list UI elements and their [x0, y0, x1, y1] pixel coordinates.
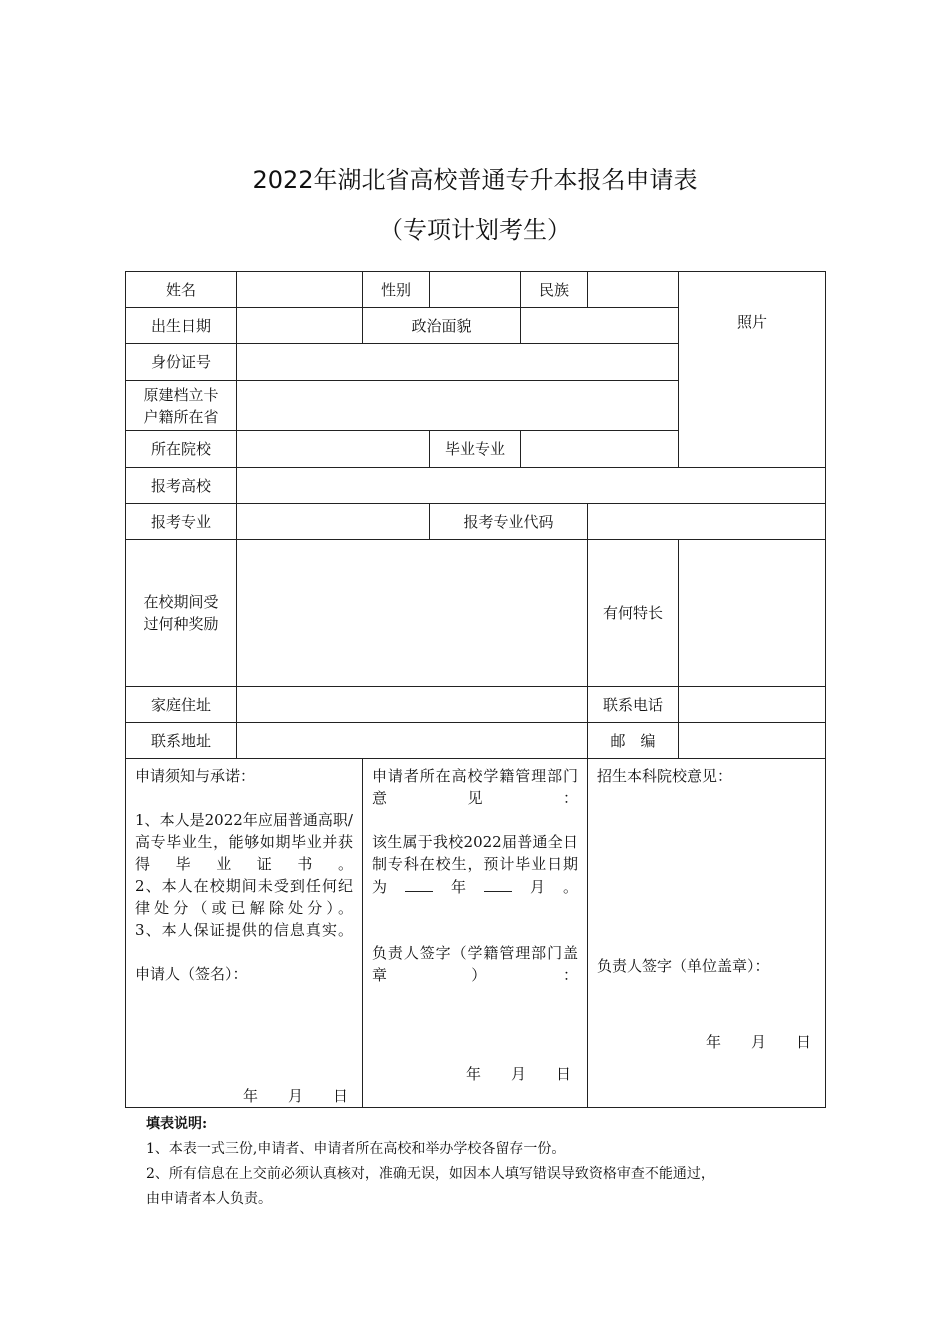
- pledge-item-3: 3、本人保证提供的信息真实。: [135, 921, 353, 939]
- school-opinion-heading: 申请者所在高校学籍管理部门意见：: [372, 767, 578, 807]
- school-opinion-signature: 负责人签字（学籍管理部门盖章）：: [372, 944, 578, 984]
- notes-item-2: 2、所有信息在上交前必须认真核对，准确无误，如因本人填写错误导致资格审查不能通过，: [146, 1166, 715, 1182]
- phone-field[interactable]: [679, 687, 826, 723]
- form-title: 2022年湖北省高校普通专升本报名申请表: [252, 166, 698, 194]
- application-form-table: [125, 271, 826, 1108]
- political-status-field[interactable]: [521, 308, 679, 344]
- graduate-major-label: 毕业专业: [430, 431, 521, 468]
- awards-label: 在校期间受 过何种奖励: [126, 540, 237, 687]
- pledge-date: 年 月 日: [242, 1087, 348, 1105]
- pledge-item-2: 2、本人在校期间未受到任何纪律处分（或已解除处分）。: [135, 877, 353, 917]
- notes-item-1: 1、本表一式三份,申请者、申请者所在高校和举办学校各留存一份。: [146, 1141, 566, 1157]
- school-opinion-cell[interactable]: [363, 759, 588, 1108]
- apply-school-field[interactable]: [237, 468, 826, 504]
- apply-major-field[interactable]: [237, 504, 430, 540]
- gender-field[interactable]: [430, 272, 521, 308]
- pledge-heading: 申请须知与承诺：: [135, 767, 256, 785]
- gender-label: 性别: [363, 272, 430, 308]
- school-opinion-body: 该生属于我校2022届普通全日制专科在校生，预计毕业日期为 年 月。: [372, 833, 578, 896]
- postcode-label: 邮 编: [588, 723, 679, 759]
- apply-major-code-label: 报考专业代码: [430, 504, 588, 540]
- target-opinion-signature: 负责人签字（单位盖章）：: [597, 957, 770, 975]
- household-province-field[interactable]: [237, 381, 679, 431]
- name-label: 姓名: [126, 272, 237, 308]
- form-subtitle: （专项计划考生）: [379, 216, 571, 244]
- political-status-label: 政治面貌: [363, 308, 521, 344]
- id-number-label: 身份证号: [126, 344, 237, 381]
- month-blank[interactable]: [484, 875, 512, 892]
- contact-address-label: 联系地址: [126, 723, 237, 759]
- ethnicity-label: 民族: [521, 272, 588, 308]
- phone-label: 联系电话: [588, 687, 679, 723]
- school-label: 所在院校: [126, 431, 237, 468]
- target-opinion-cell[interactable]: [588, 759, 826, 1108]
- awards-field[interactable]: [237, 540, 588, 687]
- notes-heading: 填表说明:: [146, 1116, 208, 1132]
- notes-item-2-cont: 由申请者本人负责。: [146, 1191, 272, 1207]
- photo-box[interactable]: [679, 272, 826, 468]
- target-opinion-heading: 招生本科院校意见：: [597, 767, 733, 785]
- pledge-item-1: 1、本人是2022年应届普通高职/高专毕业生，能够如期毕业并获得毕业证书。: [135, 811, 353, 873]
- target-opinion-date: 年 月 日: [705, 1033, 811, 1051]
- household-province-label: 原建档立卡 户籍所在省: [126, 381, 237, 431]
- id-number-field[interactable]: [237, 344, 679, 381]
- graduate-major-field[interactable]: [521, 431, 679, 468]
- specialty-field[interactable]: [679, 540, 826, 687]
- apply-school-label: 报考高校: [126, 468, 237, 504]
- form-notes: [146, 1112, 826, 1212]
- birth-date-label: 出生日期: [126, 308, 237, 344]
- home-address-label: 家庭住址: [126, 687, 237, 723]
- school-opinion-date: 年 月 日: [465, 1065, 571, 1083]
- apply-major-label: 报考专业: [126, 504, 237, 540]
- contact-address-field[interactable]: [237, 723, 588, 759]
- specialty-label: 有何特长: [588, 540, 679, 687]
- home-address-field[interactable]: [237, 687, 588, 723]
- postcode-field[interactable]: [679, 723, 826, 759]
- year-blank[interactable]: [405, 875, 433, 892]
- ethnicity-field[interactable]: [588, 272, 679, 308]
- birth-date-field[interactable]: [237, 308, 363, 344]
- name-field[interactable]: [237, 272, 363, 308]
- apply-major-code-field[interactable]: [588, 504, 826, 540]
- photo-label: 照片: [736, 312, 767, 331]
- pledge-signature: 申请人（签名）：: [135, 965, 248, 983]
- pledge-cell[interactable]: [126, 759, 363, 1108]
- school-field[interactable]: [237, 431, 430, 468]
